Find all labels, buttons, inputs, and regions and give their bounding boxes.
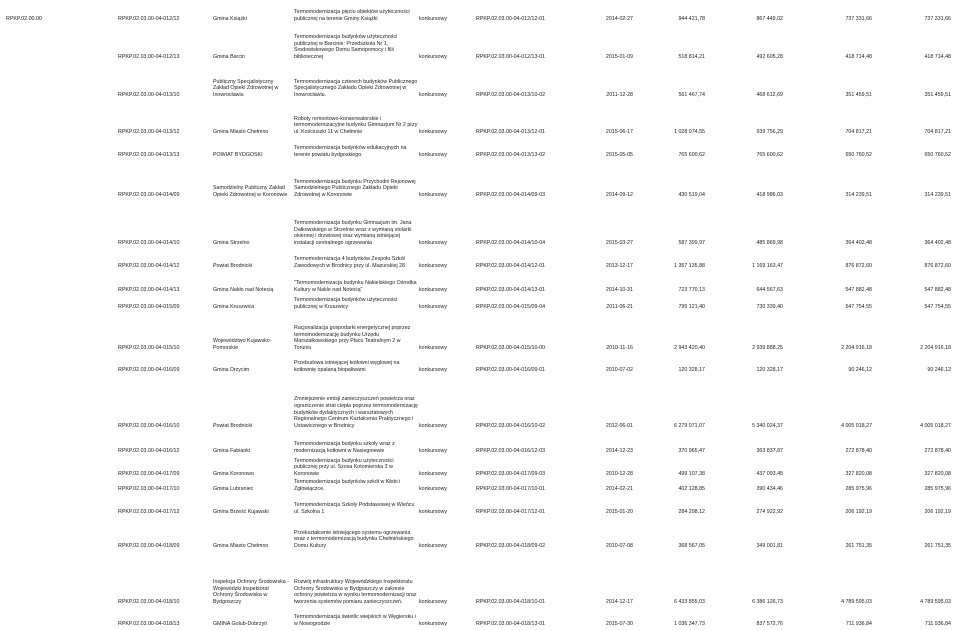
eligible-expenses: 485 869,98 [756, 240, 783, 247]
total-value: 430 519,04 [678, 192, 705, 199]
project-title: Zmniejszenie emisji zanieczyszczeń powietrza oraz ograniczenie strat ciepła poprzez termomodernizację budynków dydaktycznych i warsztatowych Regionalnego Centrum Kształcenia Praktycznego i Ustawicznego w Brodnicy [294, 396, 418, 430]
total-value: 518 814,21 [678, 54, 705, 61]
eligible-expenses: 5 340 024,37 [752, 423, 783, 430]
project-title: Rozwój infrastruktury Wojewódzkiego Inspektoratu Ochrony Środowiska w Bydgoszczy w zakresie ochrony powietrza w wyniku termomodernizacji oraz tworzenia systemów pomiaru zanieczyszczeń. [294, 578, 417, 606]
project-number: RPKP.02.03.00-04-013/13-02 [476, 152, 546, 159]
cofinancing-amount: 285 975,96 [924, 486, 951, 493]
signing-date: 2014-12-17 [605, 599, 633, 606]
total-value: 723 770,13 [678, 287, 705, 294]
table-row [0, 0, 960, 23]
signing-date: 2010-07-08 [605, 543, 633, 550]
signing-date: 2015-01-09 [605, 54, 633, 61]
eu-contribution: 285 975,96 [845, 486, 872, 493]
cofinancing-amount: 704 817,21 [924, 129, 951, 136]
selection-mode: konkursowy [419, 621, 447, 628]
total-value: 765 600,62 [678, 152, 705, 159]
cofinancing-amount: 351 459,51 [924, 92, 951, 99]
project-title: Termomodernizacja czterech budynków Publicznego Specjalistycznego Zakładu Opieki Zdrowotnej w Inowrocławiu. [294, 78, 418, 99]
project-title: Termomodernizacja budynków szkół w Kłobi i Zgłowiączce. [294, 479, 401, 493]
project-title: Przebudowa istniejącej kotłowni węglowej na kotłownię opalaną biopaliwami [294, 360, 400, 374]
signing-date: 2015-01-20 [605, 509, 633, 516]
eu-contribution: 351 459,51 [845, 92, 872, 99]
eligible-expenses: 349 001,81 [756, 543, 783, 550]
project-title: Termomodernizacja 4 budynków Zespołu Szkół Zawodowych w Brodnicy przy ul. Mazurskiej 28 [294, 256, 405, 270]
application-code: RPKP.02.03.00-04-014/12 [118, 263, 180, 270]
selection-mode: konkursowy [419, 486, 447, 493]
cofinancing-amount: 327 820,08 [924, 471, 951, 478]
project-title: Roboty remontowo-konserwatorskie i termomodernizacyjne budynku Gimnazjum Nr 2 przy ul. Kościuszki 11 w Chełmnie [294, 115, 418, 136]
beneficiary: Gmina Nakło nad Notecią [213, 287, 274, 294]
total-value: 284 298,12 [678, 509, 705, 516]
project-number: RPKP.02.03.00-04-014/13-01 [476, 287, 546, 294]
application-code: RPKP.02.03.00-04-012/12 [118, 16, 180, 23]
total-value: 1 357 135,88 [674, 263, 705, 270]
selection-mode: konkursowy [419, 345, 447, 352]
application-code: RPKP.02.03.00-04-015/10 [118, 345, 180, 352]
cofinancing-amount: 206 192,19 [924, 509, 951, 516]
table-row [0, 27, 960, 61]
project-title: "Termomodernizacja budynku Nakielskiego Ośrodka Kultury w Nakle nad Notecią" [294, 280, 417, 294]
table-row [0, 613, 960, 628]
project-number: RPKP.02.03.00-04-015/09-04 [476, 304, 546, 311]
project-number: RPKP.02.03.00-04-016/10-02 [476, 423, 546, 430]
project-number: RPKP.02.03.00-04-013/10-02 [476, 92, 546, 99]
eu-contribution: 314 239,51 [845, 192, 872, 199]
beneficiary: Gmina Brześć Kujawski [213, 509, 269, 516]
beneficiary: Gmina Koronowo [213, 471, 254, 478]
eligible-expenses: 274 922,92 [756, 509, 783, 516]
total-value: 368 567,05 [678, 543, 705, 550]
table-row [0, 296, 960, 311]
selection-mode: konkursowy [419, 599, 447, 606]
project-number: RPKP.02.03.00-04-018/09-02 [476, 543, 546, 550]
selection-mode: konkursowy [419, 543, 447, 550]
eu-contribution: 737 331,66 [845, 16, 872, 23]
beneficiary: Gmina Miasto Chełmno [213, 543, 269, 550]
table-row [0, 316, 960, 352]
cofinancing-amount: 547 882,48 [924, 287, 951, 294]
beneficiary: Gmina Strzelno [213, 240, 250, 247]
selection-mode: konkursowy [419, 152, 447, 159]
application-code: RPKP.02.03.00-04-015/09 [118, 304, 180, 311]
eligible-expenses: 730 339,40 [756, 304, 783, 311]
signing-date: 2015-03-27 [605, 240, 633, 247]
beneficiary: Publiczny Specjalistyczny Zakład Opieki Zdrowotnej w Inowrocławiu [213, 78, 279, 99]
signing-date: 2013-12-17 [605, 263, 633, 270]
program-code: RPKP.02.00.00 [6, 16, 42, 23]
eligible-expenses: 765 600,62 [756, 152, 783, 159]
signing-date: 2010-11-16 [606, 345, 633, 352]
eu-contribution: 418 714,48 [845, 54, 872, 61]
selection-mode: konkursowy [419, 129, 447, 136]
table-row [0, 478, 960, 493]
eligible-expenses: 644 567,63 [756, 287, 783, 294]
eu-contribution: 4 789 595,03 [841, 599, 872, 606]
project-title: Termomodernizacja Szkoły Podstawowej w Wieńcu ul. Szkolna 1 [294, 502, 415, 516]
total-value: 587 399,97 [678, 240, 705, 247]
eu-contribution: 206 192,19 [845, 509, 872, 516]
eu-contribution: 364 402,48 [845, 240, 872, 247]
cofinancing-amount: 711 936,84 [924, 621, 951, 628]
eligible-expenses: 120 328,17 [756, 367, 783, 374]
eu-contribution: 704 817,21 [845, 129, 872, 136]
table-row [0, 137, 960, 159]
eligible-expenses: 1 169 163,47 [752, 263, 783, 270]
cofinancing-amount: 4 789 595,03 [920, 599, 951, 606]
selection-mode: konkursowy [419, 304, 447, 311]
cofinancing-amount: 418 714,48 [924, 54, 951, 61]
cofinancing-amount: 876 872,60 [924, 263, 951, 270]
selection-mode: konkursowy [419, 192, 447, 199]
eu-contribution: 261 751,35 [845, 543, 872, 550]
eligible-expenses: 6 386 126,73 [752, 599, 783, 606]
eligible-expenses: 390 434,46 [756, 486, 783, 493]
signing-date: 2014-12-23 [605, 448, 633, 455]
application-code: RPKP.02.03.00-04-013/12 [118, 129, 180, 136]
total-value: 370 965,47 [678, 448, 705, 455]
project-title: Racjonalizacja gospodarki energetycznej poprzez termomodernizację budynku Urzędu Marszałkowskiego przy Placu Teatralnym 2 w Toruniu [294, 324, 411, 352]
beneficiary: Samodzielny Publiczny Zakład Opieki Zdrowotnej w Koronowie [213, 185, 288, 199]
eligible-expenses: 468 612,69 [756, 92, 783, 99]
eligible-expenses: 418 986,03 [756, 192, 783, 199]
project-title: Termomodernizacja budynku Przychodni Rejonowej Samodzielnego Publicznego Zakładu Opieki Zdrowotnej w Koronowie [294, 178, 416, 199]
total-value: 6 279 071,07 [674, 423, 705, 430]
project-title: Termomodernizacja budynku szkoły wraz z modernizacją kotłowni w Nasiegniewie [294, 441, 395, 455]
eu-contribution: 547 882,48 [845, 287, 872, 294]
signing-date: 2010-12-28 [605, 471, 633, 478]
application-code: RPKP.02.03.00-04-014/10 [118, 240, 180, 247]
project-number: RPKP.02.03.00-04-014/12-01 [476, 263, 546, 270]
total-value: 1 036 347,73 [674, 621, 705, 628]
application-code: RPKP.02.03.00-04-018/10 [118, 599, 180, 606]
table-row [0, 501, 960, 516]
eu-contribution: 650 760,52 [845, 152, 872, 159]
selection-mode: konkursowy [419, 92, 447, 99]
total-value: 944 421,78 [678, 16, 705, 23]
project-number: RPKP.02.03.00-04-014/10-04 [476, 240, 546, 247]
selection-mode: konkursowy [419, 240, 447, 247]
beneficiary: GMINA Golub-Dobrzyń [213, 621, 268, 628]
signing-date: 2012-06-01 [605, 423, 633, 430]
project-number: RPKP.02.03.00-04-012/13-01 [476, 54, 546, 61]
project-title: Termomodernizacja pięciu obiektów użyteczności publicznej na terenie Gminy Książki [294, 9, 410, 23]
cofinancing-amount: 650 760,52 [924, 152, 951, 159]
application-code: RPKP.02.03.00-04-017/12 [118, 509, 180, 516]
total-value: 499 107,38 [678, 471, 705, 478]
application-code: RPKP.02.03.00-04-012/13 [118, 54, 180, 61]
total-value: 2 943 420,40 [674, 345, 705, 352]
table-row [0, 435, 960, 455]
total-value: 402 128,85 [678, 486, 705, 493]
application-code: RPKP.02.03.00-04-016/10 [118, 423, 180, 430]
cofinancing-amount: 2 204 916,18 [920, 345, 951, 352]
project-title: Termomodernizacja budynku Gimnazjum im. Jana Dałkowskiego w Strzelnie wraz z wymianą stolarki okiennej i drzwiowej oraz wymianą istniejącej instalacji centralnego ogrzewania [294, 219, 412, 247]
cofinancing-amount: 261 751,35 [924, 543, 951, 550]
selection-mode: konkursowy [419, 287, 447, 294]
selection-mode: konkursowy [419, 16, 447, 23]
beneficiary: Województwo Kujawsko-Pomorskie [213, 338, 272, 352]
beneficiary: Powiat Brodnicki [213, 423, 253, 430]
total-value: 795 121,40 [678, 304, 705, 311]
project-number: RPKP.02.03.00-04-016/09-01 [476, 367, 546, 374]
selection-mode: konkursowy [419, 471, 447, 478]
selection-mode: konkursowy [419, 448, 447, 455]
eu-contribution: 711 936,84 [845, 621, 872, 628]
selection-mode: konkursowy [419, 263, 447, 270]
signing-date: 2015-06-17 [605, 129, 633, 136]
cofinancing-amount: 737 331,66 [924, 16, 951, 23]
project-number: RPKP.02.03.00-04-012/12-01 [476, 16, 546, 23]
project-title: Termomodernizacja budynków użyteczności publicznej w Barcinie: Przedszkola Nr 1, Środowiskowego Domu Samopomocy i filii bibliotecznej [294, 33, 398, 61]
table-row [0, 248, 960, 270]
project-number: RPKP.02.03.00-04-018/13-01 [476, 621, 546, 628]
application-code: RPKP.02.03.00-04-018/13 [118, 621, 180, 628]
cofinancing-amount: 90 246,12 [927, 367, 951, 374]
eligible-expenses: 837 572,76 [756, 621, 783, 628]
cofinancing-amount: 314 239,51 [924, 192, 951, 199]
selection-mode: konkursowy [419, 54, 447, 61]
signing-date: 2011-12-28 [606, 92, 633, 99]
table-row [0, 206, 960, 247]
project-title: Termomodernizacja budynku użyteczności publicznej przy ul. Szosa Kotomierska 3 w Koronowie [294, 457, 394, 478]
beneficiary: Inspekcja Ochrony Środowiska - Wojewódzki Inspektorat Ochrony Środowiska w Bydgoszczy [213, 578, 289, 606]
application-code: RPKP.02.03.00-04-016/12 [118, 448, 180, 455]
project-number: RPKP.02.03.00-04-013/12-01 [476, 129, 546, 136]
eligible-expenses: 939 756,29 [756, 129, 783, 136]
beneficiary: Gmina Kruszwica [213, 304, 255, 311]
beneficiary: Powiat Brodnicki [213, 263, 253, 270]
application-code: RPKP.02.03.00-04-017/09 [118, 471, 180, 478]
beneficiary: Gmina Książki [213, 16, 247, 23]
application-code: RPKP.02.03.00-04-013/13 [118, 152, 180, 159]
signing-date: 2014-10-31 [605, 287, 633, 294]
table-row [0, 354, 960, 374]
selection-mode: konkursowy [419, 509, 447, 516]
eu-contribution: 272 878,40 [845, 448, 872, 455]
table-row [0, 272, 960, 294]
project-number: RPKP.02.03.00-04-015/10-00 [476, 345, 546, 352]
signing-date: 2014-09-12 [605, 192, 633, 199]
beneficiary: Gmina Miasto Chełmno [213, 129, 269, 136]
beneficiary: Gmina Drzycim [213, 367, 250, 374]
table-row [0, 69, 960, 99]
table-row [0, 382, 960, 430]
selection-mode: konkursowy [419, 423, 447, 430]
eligible-expenses: 363 837,87 [756, 448, 783, 455]
table-row [0, 103, 960, 136]
signing-date: 2010-07-02 [605, 367, 633, 374]
application-code: RPKP.02.03.00-04-016/09 [118, 367, 180, 374]
eu-contribution: 327 820,08 [845, 471, 872, 478]
cofinancing-amount: 364 402,48 [924, 240, 951, 247]
signing-date: 2015-07-30 [605, 621, 633, 628]
eu-contribution: 876 872,60 [845, 263, 872, 270]
cofinancing-amount: 547 754,55 [924, 304, 951, 311]
table-row [0, 525, 960, 550]
cofinancing-amount: 272 878,40 [924, 448, 951, 455]
eu-contribution: 90 246,12 [848, 367, 872, 374]
beneficiary: Gmina Barcin [213, 54, 246, 61]
project-number: RPKP.02.03.00-04-016/12-03 [476, 448, 546, 455]
eu-contribution: 4 005 018,27 [841, 423, 872, 430]
project-title: Termomodernizacja budynków użyteczności publicznej w Kruszwicy [294, 297, 398, 311]
eu-contribution: 2 204 916,18 [841, 345, 872, 352]
beneficiary: Gmina Fabianki [213, 448, 251, 455]
total-value: 1 028 974,55 [674, 129, 705, 136]
total-value: 120 328,17 [678, 367, 705, 374]
eligible-expenses: 2 939 888,25 [752, 345, 783, 352]
project-number: RPKP.02.03.00-04-017/12-01 [476, 509, 546, 516]
signing-date: 2011-06-21 [606, 304, 633, 311]
application-code: RPKP.02.03.00-04-018/09 [118, 543, 180, 550]
application-code: RPKP.02.03.00-04-013/10 [118, 92, 180, 99]
selection-mode: konkursowy [419, 367, 447, 374]
project-title: Termomodernizacja budynków edukacyjnych na terenie powiatu bydgoskiego. [294, 145, 407, 159]
project-number: RPKP.02.03.00-04-014/09-03 [476, 192, 546, 199]
signing-date: 2014-02-21 [605, 486, 633, 493]
application-code: RPKP.02.03.00-04-014/13 [118, 287, 180, 294]
eu-contribution: 547 754,55 [845, 304, 872, 311]
signing-date: 2014-02-27 [605, 16, 633, 23]
eligible-expenses: 492 605,28 [756, 54, 783, 61]
project-title: Termomodernizacja świetlic wiejskich w Węgiersku i w Nowogrodzie [294, 614, 416, 628]
signing-date: 2015-05-05 [605, 152, 633, 159]
beneficiary: Gmina Lubraniec [213, 486, 254, 493]
project-number: RPKP.02.03.00-04-018/10-01 [476, 599, 546, 606]
cofinancing-amount: 4 005 018,27 [920, 423, 951, 430]
total-value: 6 433 855,03 [674, 599, 705, 606]
table-row [0, 557, 960, 606]
total-value: 561 467,74 [678, 92, 705, 99]
eligible-expenses: 867 449,02 [756, 16, 783, 23]
beneficiary: POWIAT BYDGOSKI [213, 152, 263, 159]
project-number: RPKP.02.03.00-04-017/09-03 [476, 471, 546, 478]
application-code: RPKP.02.03.00-04-014/09 [118, 192, 180, 199]
project-number: RPKP.02.03.00-04-017/10-01 [476, 486, 546, 493]
table-row [0, 455, 960, 478]
application-code: RPKP.02.03.00-04-017/10 [118, 486, 180, 493]
project-title: Przekształcenie istniejącego systemu ogrzewania wraz z termomodernizacją budynku Chełmińskiego Domu Kultury [294, 529, 414, 550]
table-row [0, 174, 960, 199]
eligible-expenses: 437 093,45 [756, 471, 783, 478]
